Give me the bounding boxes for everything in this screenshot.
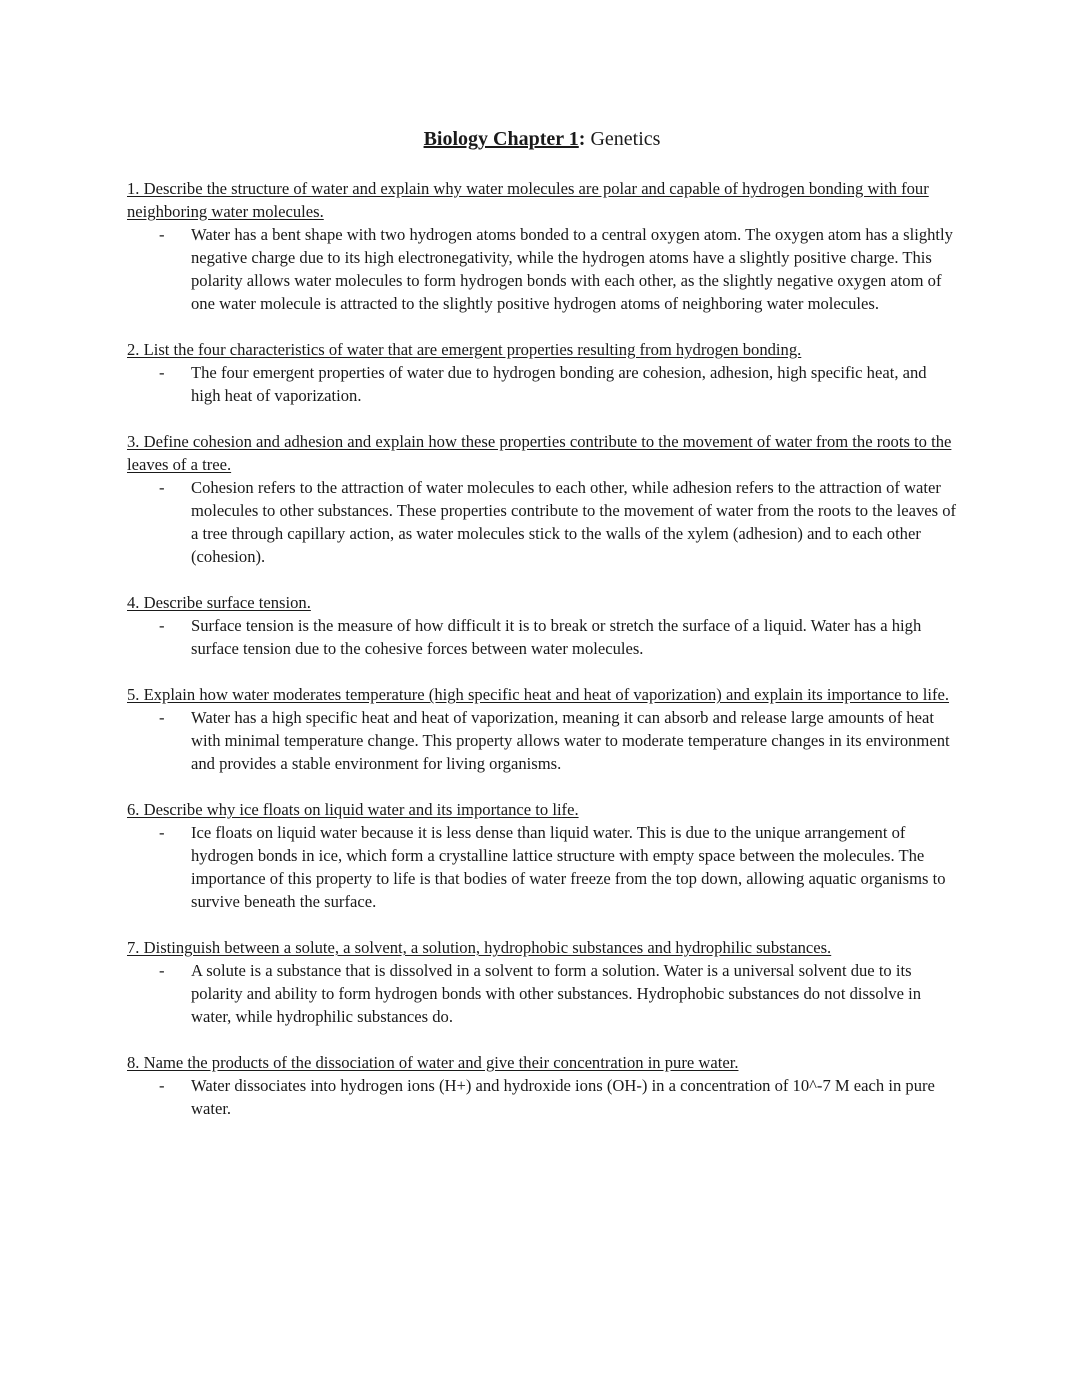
qa-item-1	[127, 177, 957, 315]
question-3: 3. Define cohesion and adhesion and explain how these properties contribute to the movement of water from the roots to the leaves of a tree.	[127, 432, 952, 474]
answer-6	[127, 821, 957, 913]
question-7: 7. Distinguish between a solute, a solvent, a solution, hydrophobic substances and hydrophilic substances.	[127, 938, 832, 957]
bullet-dash: -	[159, 225, 165, 244]
answer-text-8: Water dissociates into hydrogen ions (H+) and hydroxide ions (OH-) in a concentration of 10^-7 M each in pure water.	[191, 1076, 935, 1118]
bullet-dash: -	[159, 1076, 165, 1095]
question-4: 4. Describe surface tension.	[127, 593, 311, 612]
answer-text-6: Ice floats on liquid water because it is less dense than liquid water. This is due to the unique arrangement of hydrogen bonds in ice, which form a crystalline lattice structure with empty space between the molecules. The importance of this property to life is that bodies of water freeze from the top down, allowing aquatic organisms to survive beneath the surface.	[191, 823, 946, 911]
answer-1	[127, 223, 957, 315]
answer-3	[127, 476, 957, 568]
qa-item-5	[127, 683, 957, 775]
qa-item-8	[127, 1051, 957, 1120]
answer-text-2: The four emergent properties of water due to hydrogen bonding are cohesion, adhesion, high specific heat, and high heat of vaporization.	[191, 363, 927, 405]
question-8: 8. Name the products of the dissociation of water and give their concentration in pure water.	[127, 1053, 739, 1072]
bullet-dash: -	[159, 961, 165, 980]
document-page	[127, 126, 957, 1143]
qa-item-2	[127, 338, 957, 407]
bullet-dash: -	[159, 616, 165, 635]
question-5: 5. Explain how water moderates temperature (high specific heat and heat of vaporization) and explain its importance to life.	[127, 685, 950, 704]
question-1: 1. Describe the structure of water and explain why water molecules are polar and capable of hydrogen bonding with four neighboring water molecules.	[127, 179, 929, 221]
answer-text-7: A solute is a substance that is dissolved in a solvent to form a solution. Water is a universal solvent due to its polarity and ability to form hydrogen bonds with other substances. Hydrophobic substances do not dissolve in water, while hydrophilic substances do.	[191, 961, 922, 1026]
title-subject: Genetics	[585, 128, 661, 150]
question-2: 2. List the four characteristics of water that are emergent properties resulting from hydrogen bonding.	[127, 340, 802, 359]
bullet-dash: -	[159, 823, 165, 842]
answer-text-1: Water has a bent shape with two hydrogen atoms bonded to a central oxygen atom. The oxygen atom has a slightly negative charge due to its high electronegativity, while the hydrogen atoms have a slightly positive charge. This polarity allows water molecules to form hydrogen bonds with each other, as the slightly negative oxygen atom of one water molecule is attracted to the slightly positive hydrogen atoms of neighboring water molecules.	[191, 225, 953, 313]
qa-item-3	[127, 430, 957, 568]
bullet-dash: -	[159, 478, 165, 497]
answer-text-3: Cohesion refers to the attraction of water molecules to each other, while adhesion refers to the attraction of water molecules to other substances. These properties contribute to the movement of water from the roots to the leaves of a tree through capillary action, as water molecules stick to the walls of the xylem (adhesion) and to each other (cohesion).	[191, 478, 957, 566]
qa-item-4	[127, 591, 957, 660]
answer-8	[127, 1074, 957, 1120]
title-main: Biology Chapter 1	[423, 128, 579, 150]
answer-text-4: Surface tension is the measure of how difficult it is to break or stretch the surface of a liquid. Water has a high surface tension due to the cohesive forces between water molecules.	[191, 616, 922, 658]
document-title	[127, 126, 957, 152]
answer-5	[127, 706, 957, 775]
qa-item-7	[127, 936, 957, 1028]
qa-item-6	[127, 798, 957, 913]
bullet-dash: -	[159, 363, 165, 382]
bullet-dash: -	[159, 708, 165, 727]
answer-text-5: Water has a high specific heat and heat of vaporization, meaning it can absorb and release large amounts of heat with minimal temperature change. This property allows water to moderate temperature changes in its environment and provides a stable environment for living organisms.	[191, 708, 950, 773]
title-colon: :	[578, 128, 586, 150]
question-6: 6. Describe why ice floats on liquid water and its importance to life.	[127, 800, 579, 819]
answer-7	[127, 959, 957, 1028]
answer-2	[127, 361, 957, 407]
answer-4	[127, 614, 957, 660]
